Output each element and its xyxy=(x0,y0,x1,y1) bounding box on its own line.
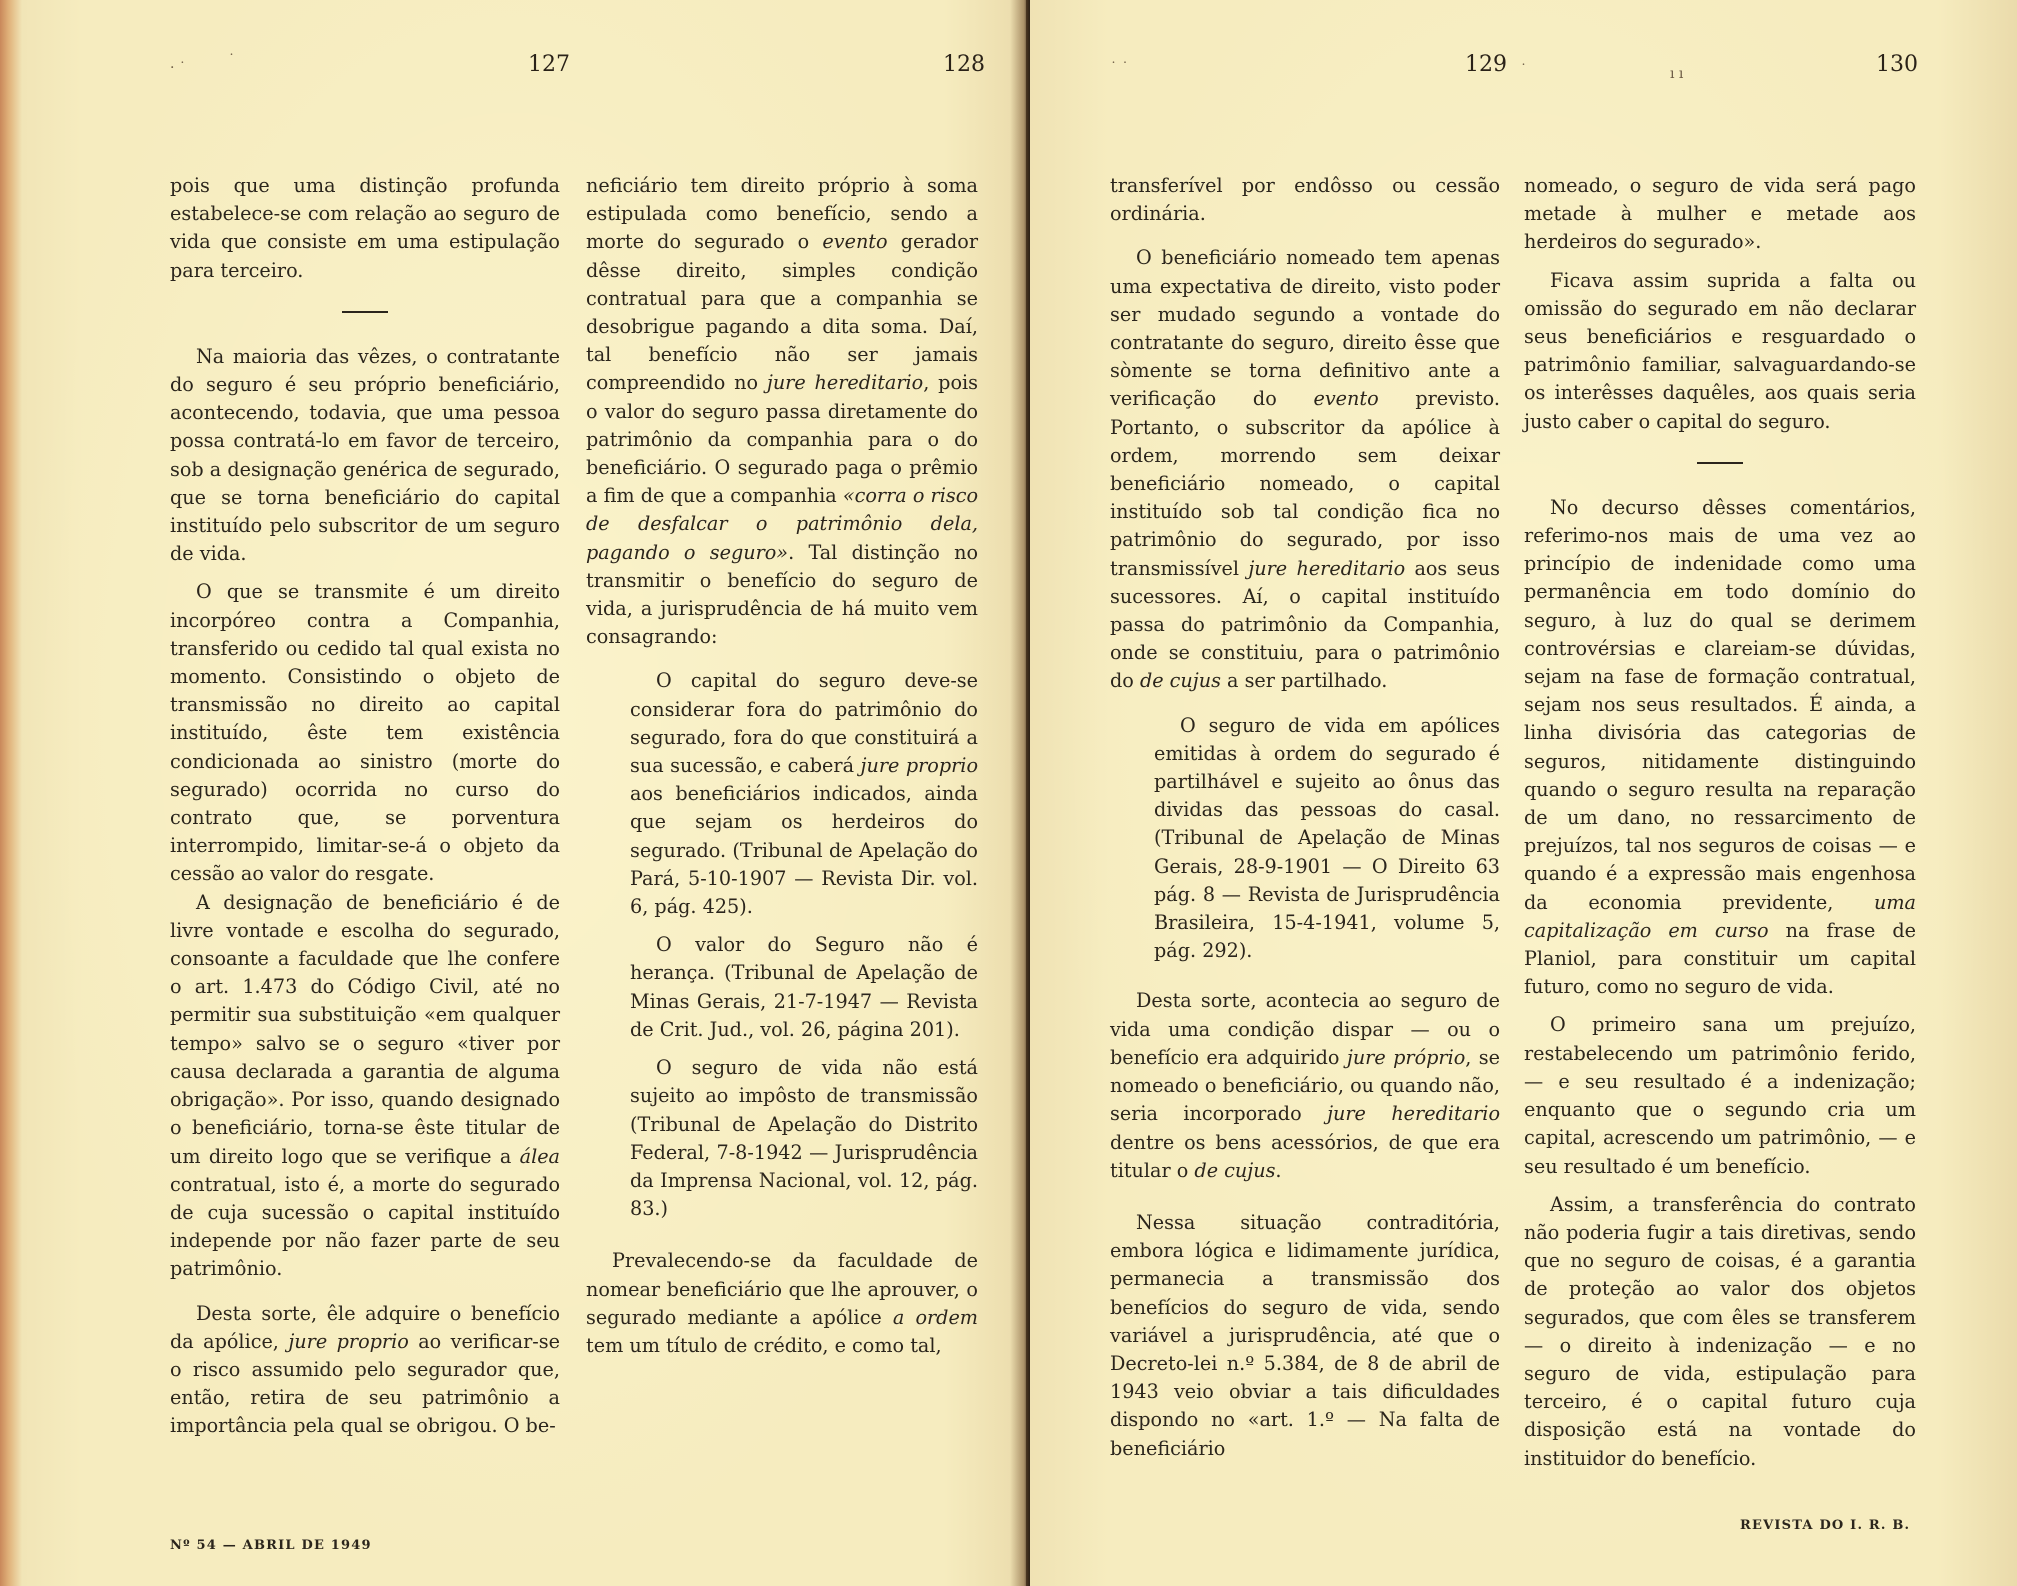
page-edge xyxy=(0,0,22,1586)
paragraph: nomeado, o seguro de vida será pago metade à mulher e metade aos herdeiros do segurado». xyxy=(1524,174,1916,254)
section-divider xyxy=(1697,462,1743,464)
paragraph: Prevalecendo-se da faculdade de nomear beneficiário que lhe aprouver, o segurado mediante a apólice a ordem tem um título de crédito, e como tal, xyxy=(586,1249,978,1357)
page-127-column xyxy=(170,172,560,1441)
paragraph: Na maioria das vêzes, o contratante do seguro é seu próprio beneficiário, acontecendo, todavia, que uma pessoa possa contratá-lo em favor de terceiro, sob a designação genérica de segurado, que se torna beneficiário do capital instituído pelo subscritor de um seguro de vida. xyxy=(170,344,560,566)
jurisprudence-quotes xyxy=(586,667,978,1223)
paragraph: Ficava assim suprida a falta ou omissão do segurado em não declarar seus beneficiários e resguardado o patrimônio familiar, salvaguardando-se os interêsses daquêles, aos quais seria justo caber o capital do seguro. xyxy=(1524,268,1916,433)
paragraph: O beneficiário nomeado tem apenas uma expectativa de direito, visto poder ser mudado segundo a vontade do contratante do seguro, direito êsse que sòmente se torna definitivo ante a verificação do evento previsto. Portanto, o subscritor da apólice à ordem, morrendo sem deixar beneficiário nomeado, o capital instituído sob tal condição fica no patrimônio do segurado, por isso transmissível jure hereditario aos seus sucessores. Aí, o capital instituído passa do patrimônio da Companhia, onde se constituiu, para o patrimônio do de cujus a ser partilhado. xyxy=(1110,246,1500,693)
paragraph: transferível por endôsso ou cessão ordinária. xyxy=(1110,174,1500,226)
quote-paragraph: O seguro de vida não está sujeito ao impôsto de transmissão (Tribunal de Apelação do Distrito Federal, 7-8-1942 — Jurisprudência da Imprensa Nacional, vol. 12, pág. 83.) xyxy=(630,1056,978,1221)
jurisprudence-quote xyxy=(1110,712,1500,966)
paragraph: Nessa situação contraditória, embora lógica e lidimamente jurídica, permanecia a transmissão dos benefícios do seguro de vida, sendo variável a jurisprudência, até que o Decreto-lei n.º 5.384, de 8 de abril de 1943 veio obviar a tais dificuldades dispondo no «art. 1.º — Na falta de beneficiário xyxy=(1110,1210,1500,1460)
issue-footer: Nº 54 — ABRIL DE 1949 xyxy=(170,1538,372,1553)
journal-footer: REVISTA DO I. R. B. xyxy=(1740,1518,1911,1533)
paragraph: Assim, a transferência do contrato não poderia fugir a tais diretivas, sendo que no seguro de coisas, é a garantia de proteção ao valor dos objetos segurados, que com êles se transferem — o direito à indenização — e no seguro de vida, estipulação para terceiro, é o capital futuro cuja disposição está na vontade do instituidor do benefício. xyxy=(1524,1192,1916,1470)
print-speck: ˙ xyxy=(228,52,235,68)
paragraph: O primeiro sana um prejuízo, restabelecendo um patrimônio ferido, — e seu resultado é a indenização; enquanto que o segundo cria um capital, acrescendo um patrimônio, — e seu resultado é um benefício. xyxy=(1524,1013,1916,1178)
section-divider xyxy=(342,311,388,313)
paragraph: pois que uma distinção profunda estabelece-se com relação ao seguro de vida que consiste em uma estipulação para terceiro. xyxy=(170,174,560,282)
page-130-column xyxy=(1524,172,1916,1473)
quote-paragraph: O capital do seguro deve-se considerar fora do patrimônio do segurado, fora do que constituirá a sua sucessão, e caberá jure proprio aos beneficiários indicados, ainda que sejam os herdeiros do segurado. (Tribunal de Apelação do Pará, 5-10-1907 — Revista Dir. vol. 6, pág. 425). xyxy=(630,669,978,919)
print-speck: ı ı xyxy=(1670,66,1684,82)
paragraph: No decurso dêsses comentários, referimo-nos mais de uma vez ao princípio de indenidade como uma permanência em todo domínio do seguro, à luz do qual se derimem controvérsias e clareiam-se dúvidas, sejam na fase de formação contratual, sejam nos seus resultados. É ainda, a linha divisória das categorias de seguros, nitidamente distinguindo quando o seguro resulta na reparação de um dano, no ressarcimento de prejuízos, tal nos seguros de coisas — e quando é a expressão mais engenhosa da economia previdente, uma capitalização em curso na frase de Planiol, para constituir um capital futuro, como no seguro de vida. xyxy=(1524,495,1916,999)
print-speck: ˙ ˙ xyxy=(1110,60,1129,76)
print-speck: · ˙ xyxy=(170,60,186,76)
paragraph: Desta sorte, êle adquire o benefício da apólice, jure proprio ao verificar-se o risco assumido pelo segurador que, então, retira de seu patrimônio a importância pela qual se obrigou. O be- xyxy=(170,1301,560,1438)
paragraph: O que se transmite é um direito incorpóreo contra a Companhia, transferido ou cedido tal qual exista no momento. Consistindo o objeto de transmissão no direito ao capital instituído, êste tem existência condicionada ao sinistro (morte do segurado) ocorrida no curso do contrato que, se porventura interrompido, limitar-se-á o objeto da cessão ao valor do resgate. xyxy=(170,580,560,886)
paragraph: A designação de beneficiário é de livre vontade e escolha do segurado, consoante a faculdade que lhe confere o art. 1.473 do Código Civil, até no permitir sua substituição «em qualquer tempo» salvo se o seguro «tiver por causa declarada a garantia de alguma obrigação». Por isso, quando designado o beneficiário, torna-se êste titular de um direito logo que se verifique a álea contratual, isto é, a morte do segurado de cuja sucessão o capital instituído independe por não fazer parte de seu patrimônio. xyxy=(170,890,560,1281)
page-number-127: 127 xyxy=(528,52,570,77)
page-number-128: 128 xyxy=(943,52,985,77)
page-129-column xyxy=(1110,172,1500,1463)
paragraph: neficiário tem direito próprio à soma estipulada como benefício, sendo a morte do segurado o evento gerador dêsse direito, simples condição contratual para que a companhia se desobrigue pagando a dita soma. Daí, tal benefício não ser jamais compreendido no jure hereditario, pois o valor do seguro passa diretamente do patrimônio da companhia para o do beneficiário. O segurado paga o prêmio a fim de que a companhia «corra o risco de desfalcar o patrimônio dela, pagando o seguro». Tal distinção no transmitir o benefício do seguro de vida, a jurisprudência de há muito vem consagrando: xyxy=(586,174,978,649)
right-page-spread xyxy=(1030,0,2017,1586)
print-speck: ˙ xyxy=(1520,62,1527,78)
quote-paragraph: O seguro de vida em apólices emitidas à ordem do segurado é partilhável e sujeito ao ônus das dividas das pessoas do casal. (Tribunal de Apelação de Minas Gerais, 28-9-1901 — O Direito 63 pág. 8 — Revista de Jurisprudência Brasileira, 15-4-1941, volume 5, pág. 292). xyxy=(1154,713,1500,963)
page-number-129: 129 xyxy=(1465,52,1507,77)
page-number-130: 130 xyxy=(1876,52,1918,77)
quote-paragraph: O valor do Seguro não é herança. (Tribunal de Apelação de Minas Gerais, 21-7-1947 — Revista de Crit. Jud., vol. 26, página 201). xyxy=(630,933,978,1041)
paragraph: Desta sorte, acontecia ao seguro de vida uma condição dispar — ou o benefício era adquirido jure próprio, se nomeado o beneficiário, ou quando não, seria incorporado jure hereditario dentre os bens acessórios, de que era titular o de cujus. xyxy=(1110,989,1500,1182)
page-128-column xyxy=(586,172,978,1360)
